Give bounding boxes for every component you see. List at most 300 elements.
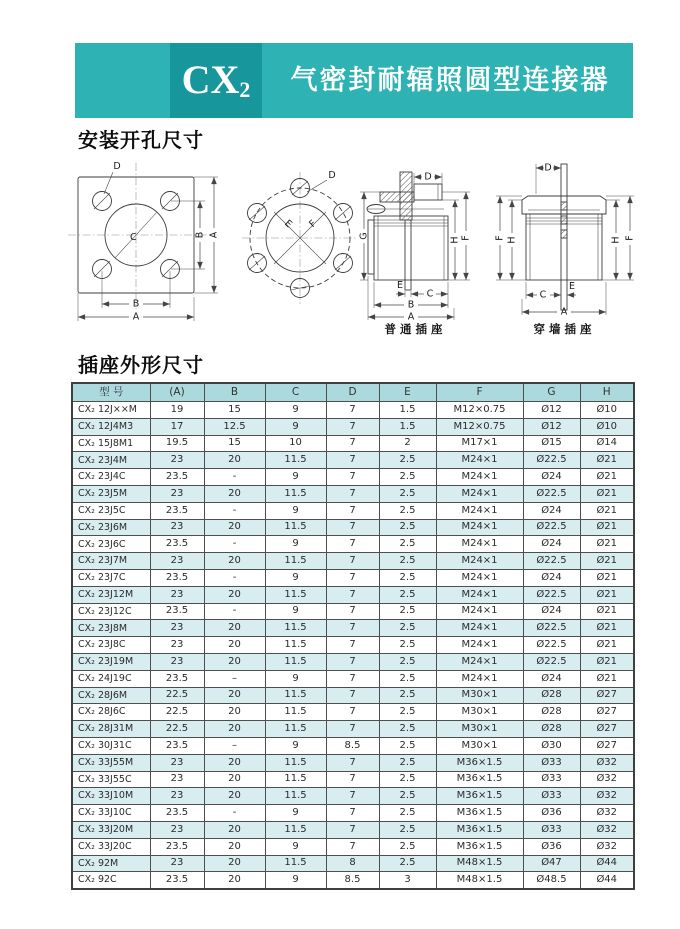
value-cell: Ø44 [580, 872, 634, 889]
value-cell: 2.5 [379, 771, 436, 788]
model-cell: CX₂ 12J4M3 [72, 418, 150, 435]
table-row [72, 737, 634, 754]
value-cell: 7 [326, 821, 379, 838]
value-cell: M24×1 [436, 553, 523, 570]
dimension-lines [78, 161, 220, 323]
model-cell: CX₂ 30J31C [72, 737, 150, 754]
value-cell: M12×0.75 [436, 418, 523, 435]
value-cell: 11.5 [265, 821, 326, 838]
caption-normal-socket: 普通插座 [384, 322, 447, 336]
value-cell: 20 [204, 553, 265, 570]
value-cell: 2.5 [379, 788, 436, 805]
column-header: E [379, 383, 436, 402]
value-cell: 20 [204, 620, 265, 637]
table-row [72, 821, 634, 838]
value-cell: 23.5 [150, 569, 204, 586]
value-cell: 7 [326, 704, 379, 721]
table-row [72, 620, 634, 637]
table-row [72, 586, 634, 603]
column-header: D [326, 383, 379, 402]
value-cell: 23.5 [150, 737, 204, 754]
value-cell: 23 [150, 637, 204, 654]
table-row [72, 402, 634, 419]
value-cell: 7 [326, 754, 379, 771]
value-cell: Ø21 [580, 502, 634, 519]
model-cell: CX₂ 33J20M [72, 821, 150, 838]
value-cell: 23.5 [150, 603, 204, 620]
value-cell: M36×1.5 [436, 838, 523, 855]
model-cell: CX₂ 33J55M [72, 754, 150, 771]
value-cell: Ø33 [523, 754, 580, 771]
value-cell: Ø12 [523, 402, 580, 419]
value-cell: 11.5 [265, 452, 326, 469]
value-cell: Ø21 [580, 603, 634, 620]
dim-label-f-left: F [494, 235, 506, 241]
model-cell: CX₂ 23J8M [72, 620, 150, 637]
value-cell: – [204, 737, 265, 754]
value-cell: 2.5 [379, 620, 436, 637]
value-cell: 22.5 [150, 704, 204, 721]
value-cell: 2.5 [379, 502, 436, 519]
table-row [72, 855, 634, 872]
value-cell: 23 [150, 553, 204, 570]
value-cell: 2.5 [379, 637, 436, 654]
table-row [72, 519, 634, 536]
value-cell: 12.5 [204, 418, 265, 435]
value-cell: 2.5 [379, 452, 436, 469]
value-cell: Ø21 [580, 586, 634, 603]
value-cell: 2.5 [379, 721, 436, 738]
value-cell: 19 [150, 402, 204, 419]
value-cell: 7 [326, 687, 379, 704]
value-cell: 11.5 [265, 788, 326, 805]
value-cell: Ø32 [580, 805, 634, 822]
value-cell: Ø28 [523, 687, 580, 704]
dim-label-a-bottom: A [132, 311, 140, 323]
value-cell: 23 [150, 586, 204, 603]
value-cell: M17×1 [436, 435, 523, 452]
value-cell: M24×1 [436, 502, 523, 519]
value-cell: Ø36 [523, 805, 580, 822]
value-cell: 3 [379, 872, 436, 889]
column-header: 型 号 [72, 383, 150, 402]
value-cell: 17 [150, 418, 204, 435]
value-cell: 9 [265, 872, 326, 889]
value-cell: 9 [265, 838, 326, 855]
dim-label-d: D [544, 162, 552, 174]
value-cell: 20 [204, 754, 265, 771]
value-cell: M30×1 [436, 687, 523, 704]
value-cell: Ø33 [523, 788, 580, 805]
value-cell: Ø14 [580, 435, 634, 452]
value-cell: 7 [326, 485, 379, 502]
value-cell: 9 [265, 418, 326, 435]
value-cell: 23.5 [150, 502, 204, 519]
value-cell: 20 [204, 821, 265, 838]
value-cell: 2.5 [379, 603, 436, 620]
value-cell: 2.5 [379, 519, 436, 536]
brand-text: CX [181, 57, 240, 102]
value-cell: – [204, 670, 265, 687]
value-cell: 11.5 [265, 553, 326, 570]
value-cell: 7 [326, 637, 379, 654]
dim-label-h-left: H [506, 236, 518, 244]
value-cell: 23 [150, 519, 204, 536]
spec-table [71, 382, 635, 890]
value-cell: Ø22.5 [523, 637, 580, 654]
value-cell: 9 [265, 670, 326, 687]
value-cell: M36×1.5 [436, 771, 523, 788]
model-cell: CX₂ 28J6C [72, 704, 150, 721]
table-row [72, 502, 634, 519]
value-cell: Ø22.5 [523, 620, 580, 637]
table-row [72, 569, 634, 586]
model-cell: CX₂ 23J19M [72, 653, 150, 670]
dim-label-f-right: F [624, 235, 636, 241]
value-cell: 19.5 [150, 435, 204, 452]
value-cell: 20 [204, 838, 265, 855]
dim-label-c: C [426, 288, 434, 300]
value-cell: 23 [150, 788, 204, 805]
table-row [72, 653, 634, 670]
dim-label-a-right: A [208, 231, 220, 239]
value-cell: 8 [326, 855, 379, 872]
table-row [72, 687, 634, 704]
value-cell: Ø28 [523, 704, 580, 721]
dimension-lines [359, 172, 472, 323]
dim-label-b-bottom: B [132, 298, 140, 310]
value-cell: 23 [150, 485, 204, 502]
value-cell: Ø10 [580, 418, 634, 435]
value-cell: 11.5 [265, 754, 326, 771]
value-cell: Ø32 [580, 838, 634, 855]
value-cell: 2.5 [379, 855, 436, 872]
value-cell: Ø21 [580, 469, 634, 486]
value-cell: 20 [204, 687, 265, 704]
table-row [72, 838, 634, 855]
value-cell: 2.5 [379, 754, 436, 771]
value-cell: 7 [326, 653, 379, 670]
value-cell: 7 [326, 771, 379, 788]
value-cell: 8.5 [326, 872, 379, 889]
brand-logo [181, 57, 251, 102]
value-cell: 20 [204, 586, 265, 603]
model-cell: CX₂ 92C [72, 872, 150, 889]
value-cell: M36×1.5 [436, 754, 523, 771]
value-cell: 15 [204, 435, 265, 452]
value-cell: M12×0.75 [436, 402, 523, 419]
value-cell: 10 [265, 435, 326, 452]
value-cell: Ø27 [580, 737, 634, 754]
page-title: 气密封耐辐照圆型连接器 [290, 65, 610, 96]
value-cell: 7 [326, 469, 379, 486]
column-header: G [523, 383, 580, 402]
value-cell: 7 [326, 670, 379, 687]
value-cell: 7 [326, 721, 379, 738]
header-band [75, 43, 633, 118]
table-row [72, 721, 634, 738]
value-cell: Ø24 [523, 603, 580, 620]
dim-label-g: G [358, 232, 370, 240]
value-cell: 23 [150, 771, 204, 788]
value-cell: 2.5 [379, 821, 436, 838]
value-cell: 23 [150, 653, 204, 670]
table-header-row [72, 383, 634, 402]
value-cell: 7 [326, 586, 379, 603]
table-row [72, 670, 634, 687]
dim-label-f: F [307, 218, 319, 230]
model-cell: CX₂ 12J××M [72, 402, 150, 419]
value-cell: Ø36 [523, 838, 580, 855]
value-cell: 7 [326, 620, 379, 637]
value-cell: 23.5 [150, 838, 204, 855]
model-cell: CX₂ 23J6M [72, 519, 150, 536]
dim-label-e: E [282, 217, 294, 231]
model-cell: CX₂ 28J31M [72, 721, 150, 738]
value-cell: Ø21 [580, 569, 634, 586]
value-cell: Ø27 [580, 721, 634, 738]
table-row [72, 435, 634, 452]
value-cell: 7 [326, 502, 379, 519]
round-flange-drawing [238, 166, 362, 308]
value-cell: Ø21 [580, 519, 634, 536]
value-cell: Ø24 [523, 670, 580, 687]
value-cell: M24×1 [436, 603, 523, 620]
value-cell: Ø22.5 [523, 485, 580, 502]
value-cell: M24×1 [436, 670, 523, 687]
value-cell: M24×1 [436, 653, 523, 670]
value-cell: - [204, 502, 265, 519]
value-cell: 9 [265, 502, 326, 519]
model-cell: CX₂ 23J4C [72, 469, 150, 486]
value-cell: 15 [204, 402, 265, 419]
value-cell: 9 [265, 805, 326, 822]
value-cell: Ø44 [580, 855, 634, 872]
value-cell: - [204, 569, 265, 586]
value-cell: 2.5 [379, 536, 436, 553]
dim-label-a: A [560, 306, 568, 318]
column-header: B [204, 383, 265, 402]
column-header: H [580, 383, 634, 402]
table-row [72, 771, 634, 788]
table-row [72, 805, 634, 822]
value-cell: 7 [326, 838, 379, 855]
value-cell: 23 [150, 821, 204, 838]
value-cell: 2.5 [379, 569, 436, 586]
model-cell: CX₂ 33J55C [72, 771, 150, 788]
table-row [72, 469, 634, 486]
value-cell: 7 [326, 603, 379, 620]
dim-label-b-right: B [194, 231, 206, 239]
value-cell: Ø48.5 [523, 872, 580, 889]
value-cell: 11.5 [265, 586, 326, 603]
value-cell: M36×1.5 [436, 821, 523, 838]
value-cell: M24×1 [436, 519, 523, 536]
value-cell: Ø30 [523, 737, 580, 754]
value-cell: 9 [265, 569, 326, 586]
section-title-outline: 插座外形尺寸 [78, 353, 204, 377]
value-cell: Ø22.5 [523, 452, 580, 469]
value-cell: 2.5 [379, 469, 436, 486]
value-cell: Ø24 [523, 536, 580, 553]
value-cell: 7 [326, 569, 379, 586]
column-header: F [436, 383, 523, 402]
value-cell: Ø21 [580, 452, 634, 469]
value-cell: Ø21 [580, 485, 634, 502]
value-cell: Ø22.5 [523, 553, 580, 570]
value-cell: 8.5 [326, 737, 379, 754]
value-cell: 1.5 [379, 402, 436, 419]
value-cell: - [204, 469, 265, 486]
value-cell: 9 [265, 603, 326, 620]
value-cell: 7 [326, 435, 379, 452]
value-cell: M24×1 [436, 452, 523, 469]
value-cell: 11.5 [265, 855, 326, 872]
value-cell: 22.5 [150, 687, 204, 704]
value-cell: 1.5 [379, 418, 436, 435]
value-cell: M24×1 [436, 586, 523, 603]
value-cell: 2.5 [379, 704, 436, 721]
model-cell: CX₂ 24J19C [72, 670, 150, 687]
model-cell: CX₂ 23J5C [72, 502, 150, 519]
value-cell: 11.5 [265, 771, 326, 788]
value-cell: 23 [150, 754, 204, 771]
value-cell: 23.5 [150, 872, 204, 889]
value-cell: M24×1 [436, 485, 523, 502]
socket-body [522, 164, 606, 310]
value-cell: 23.5 [150, 805, 204, 822]
value-cell: Ø27 [580, 704, 634, 721]
value-cell: Ø21 [580, 637, 634, 654]
socket-body [367, 172, 448, 290]
value-cell: 11.5 [265, 653, 326, 670]
value-cell: Ø28 [523, 721, 580, 738]
table-row [72, 872, 634, 889]
dimension-lines [495, 163, 636, 318]
value-cell: 2.5 [379, 485, 436, 502]
table-row [72, 485, 634, 502]
value-cell: Ø24 [523, 569, 580, 586]
model-cell: CX₂ 92M [72, 855, 150, 872]
spec-table-body [72, 402, 634, 890]
value-cell: Ø32 [580, 821, 634, 838]
value-cell: 22.5 [150, 721, 204, 738]
value-cell: 7 [326, 452, 379, 469]
dim-label-a: A [407, 311, 415, 323]
dim-label-d: D [113, 161, 121, 172]
table-row [72, 788, 634, 805]
value-cell: M24×1 [436, 536, 523, 553]
value-cell: Ø21 [580, 553, 634, 570]
value-cell: 11.5 [265, 704, 326, 721]
model-cell: CX₂ 33J20C [72, 838, 150, 855]
value-cell: Ø22.5 [523, 586, 580, 603]
table-row [72, 637, 634, 654]
value-cell: 9 [265, 536, 326, 553]
value-cell: 2.5 [379, 653, 436, 670]
column-header: (A) [150, 383, 204, 402]
dim-label-b: B [407, 299, 415, 311]
value-cell: M48×1.5 [436, 872, 523, 889]
value-cell: 2.5 [379, 670, 436, 687]
value-cell: M24×1 [436, 469, 523, 486]
value-cell: 11.5 [265, 485, 326, 502]
brand-box [170, 43, 262, 118]
value-cell: 2.5 [379, 737, 436, 754]
value-cell: 7 [326, 536, 379, 553]
value-cell: 20 [204, 855, 265, 872]
dim-label-h: H [449, 236, 461, 244]
model-cell: CX₂ 33J10C [72, 805, 150, 822]
value-cell: Ø32 [580, 754, 634, 771]
table-row [72, 452, 634, 469]
value-cell: Ø21 [580, 536, 634, 553]
value-cell: Ø21 [580, 620, 634, 637]
value-cell: 2.5 [379, 687, 436, 704]
value-cell: 2.5 [379, 553, 436, 570]
value-cell: 20 [204, 872, 265, 889]
brand-subscript: 2 [239, 77, 251, 102]
value-cell: 20 [204, 788, 265, 805]
dim-label-e: E [396, 280, 404, 291]
table-row [72, 603, 634, 620]
caption-wall-socket: 穿墙插座 [533, 322, 596, 336]
value-cell: M36×1.5 [436, 805, 523, 822]
value-cell: 2.5 [379, 838, 436, 855]
value-cell: 20 [204, 485, 265, 502]
model-cell: CX₂ 23J4M [72, 452, 150, 469]
value-cell: M30×1 [436, 721, 523, 738]
value-cell: 11.5 [265, 519, 326, 536]
model-cell: CX₂ 28J6M [72, 687, 150, 704]
value-cell: Ø10 [580, 402, 634, 419]
value-cell: 11.5 [265, 620, 326, 637]
value-cell: M24×1 [436, 620, 523, 637]
model-cell: CX₂ 23J6C [72, 536, 150, 553]
value-cell: - [204, 603, 265, 620]
value-cell: Ø33 [523, 821, 580, 838]
value-cell: 9 [265, 737, 326, 754]
value-cell: 11.5 [265, 687, 326, 704]
value-cell: 20 [204, 721, 265, 738]
value-cell: 23 [150, 452, 204, 469]
value-cell: Ø22.5 [523, 653, 580, 670]
value-cell: Ø47 [523, 855, 580, 872]
table-row [72, 418, 634, 435]
value-cell: 23.5 [150, 670, 204, 687]
value-cell: 20 [204, 771, 265, 788]
value-cell: M24×1 [436, 569, 523, 586]
dim-label-c: C [539, 289, 547, 301]
value-cell: Ø22.5 [523, 519, 580, 536]
value-cell: 2.5 [379, 805, 436, 822]
model-cell: CX₂ 23J8C [72, 637, 150, 654]
value-cell: Ø21 [580, 670, 634, 687]
value-cell: 2 [379, 435, 436, 452]
table-row [72, 553, 634, 570]
value-cell: 2.5 [379, 586, 436, 603]
value-cell: M48×1.5 [436, 855, 523, 872]
value-cell: 9 [265, 402, 326, 419]
dim-label-f: F [460, 235, 472, 241]
value-cell: Ø33 [523, 771, 580, 788]
model-cell: CX₂ 23J12C [72, 603, 150, 620]
value-cell: 11.5 [265, 637, 326, 654]
dim-label-d: D [328, 170, 336, 181]
section-title-mounting: 安装开孔尺寸 [78, 128, 204, 152]
column-header: C [265, 383, 326, 402]
dim-label-h-right: H [610, 236, 622, 244]
